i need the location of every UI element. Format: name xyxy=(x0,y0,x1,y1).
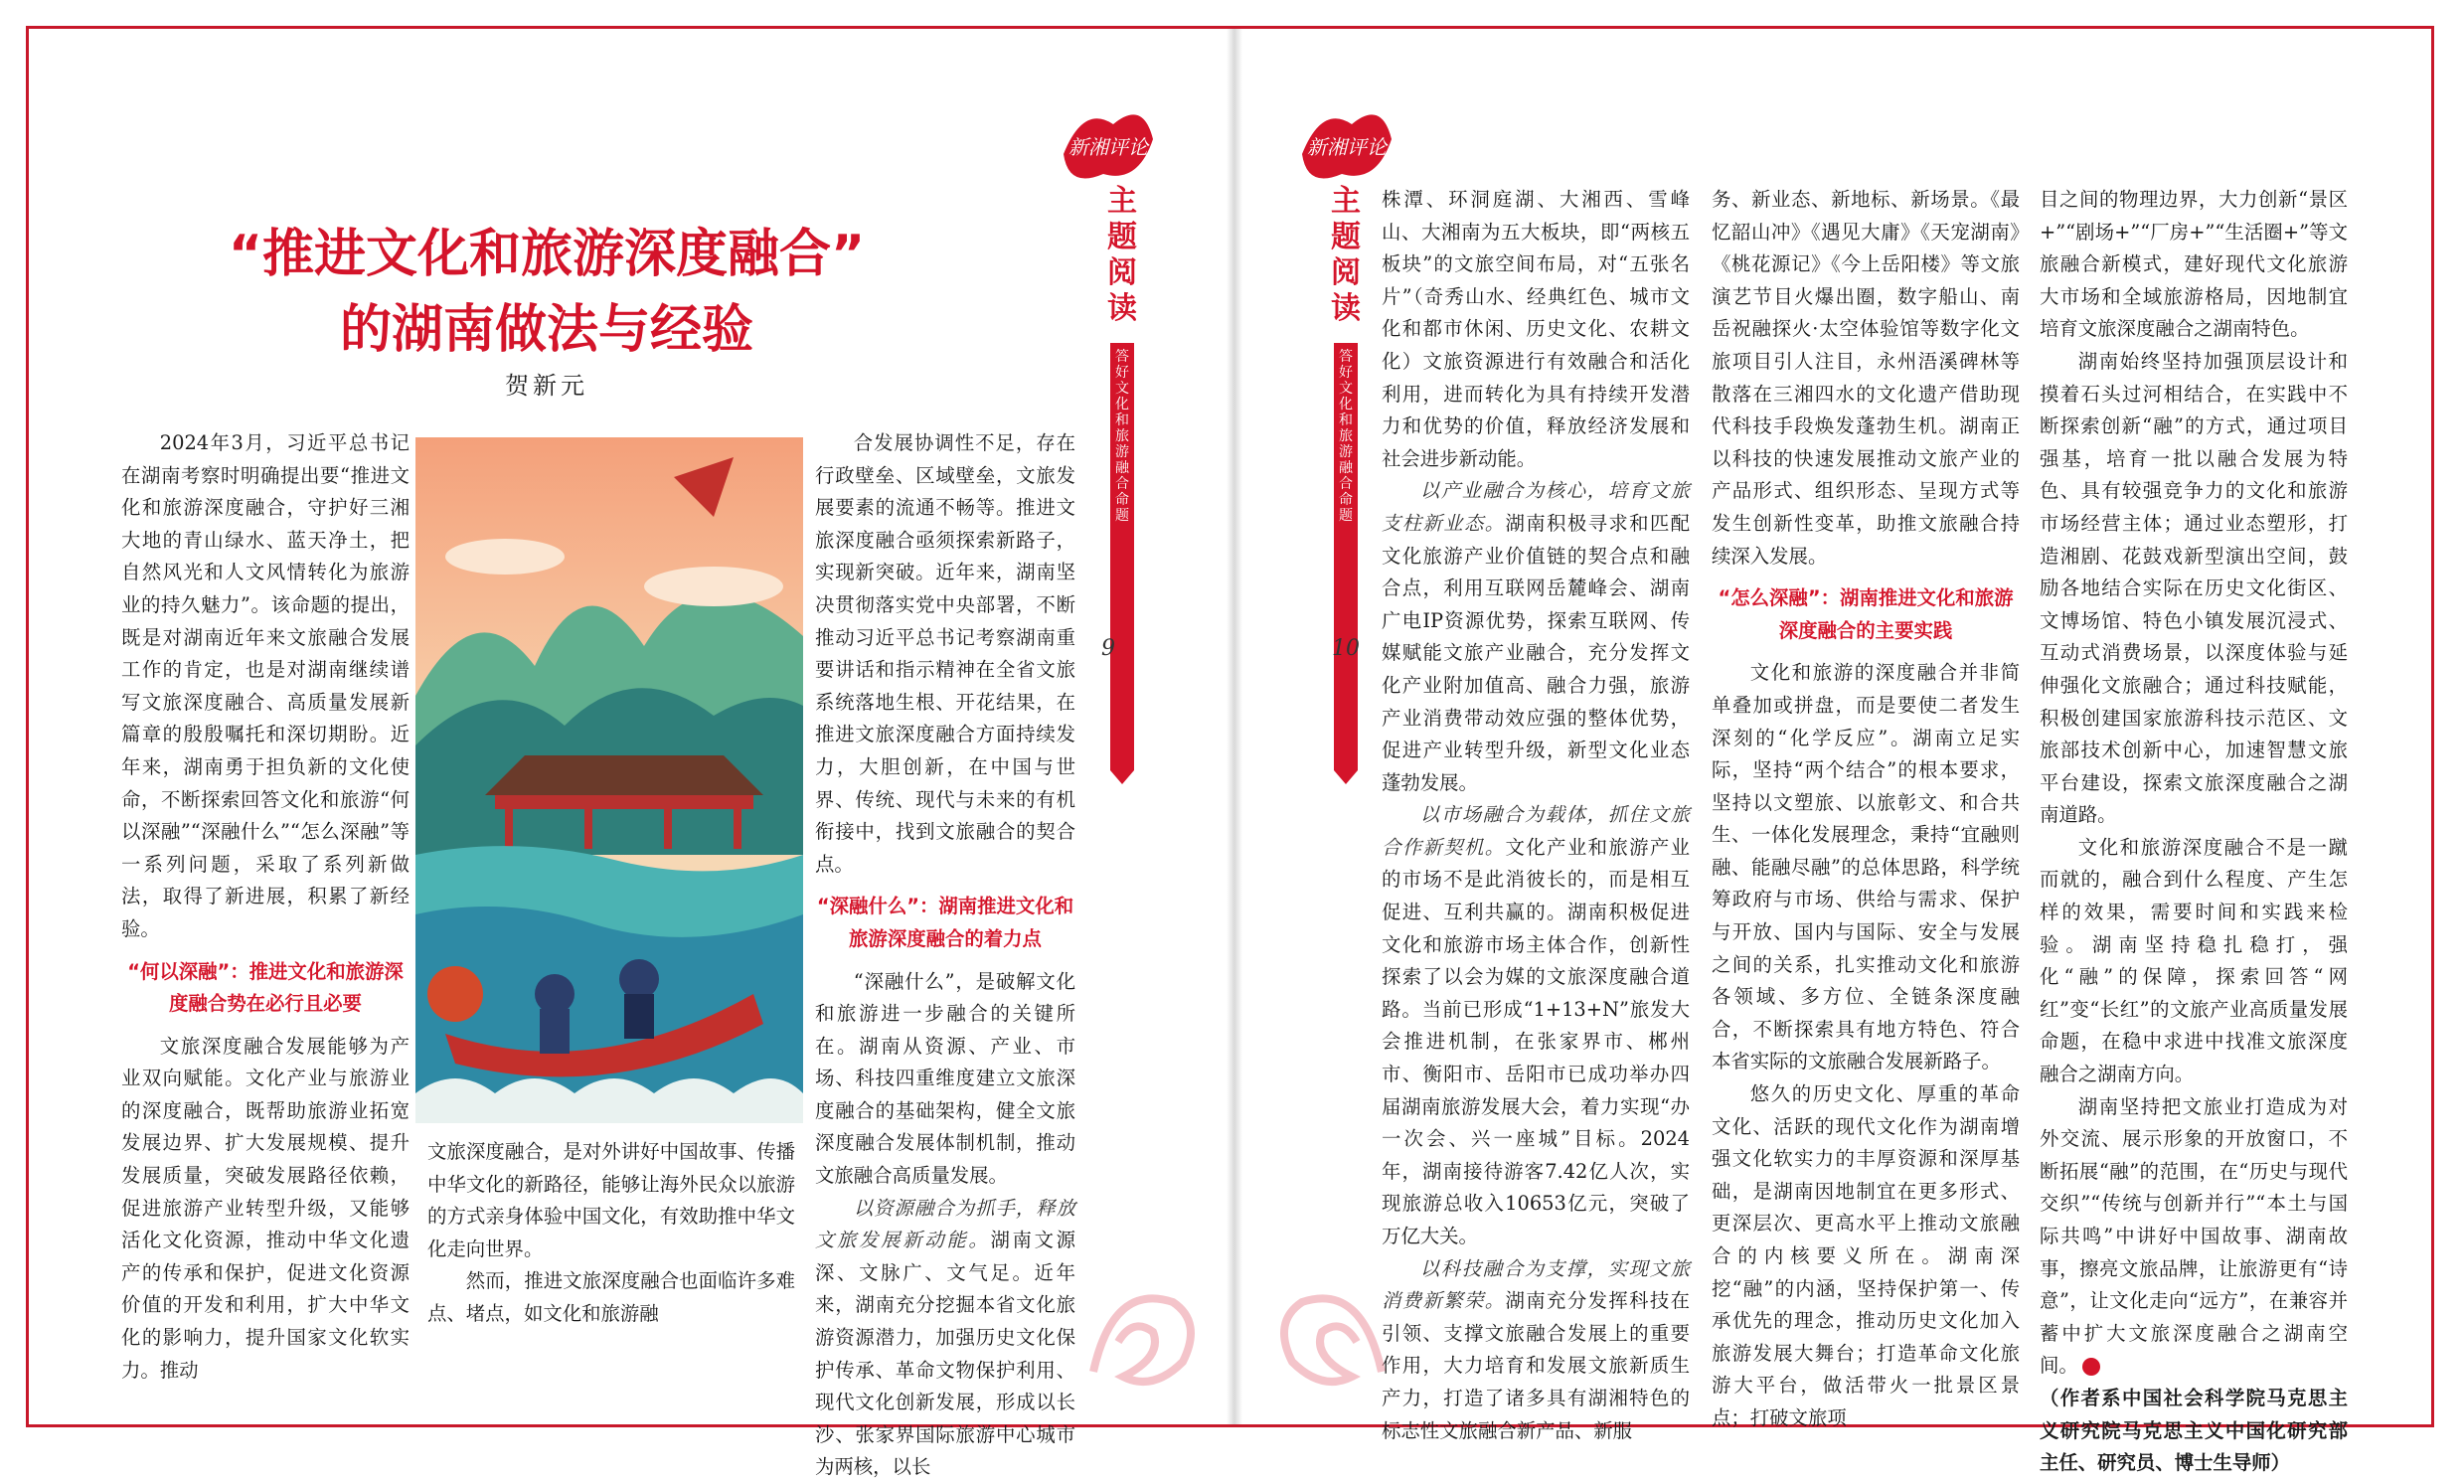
brush-logo-icon-right xyxy=(1292,94,1401,194)
c2-para-2: “深融什么”，是破解文化和旅游进一步融合的关键所在。湖南从资源、产业、市场、科技四重维度建立文旅深度融合的基础架构，健全文旅深度融合发展体制机制，推动文旅融合高质量发展。 xyxy=(815,969,1075,1188)
c6-para-4 xyxy=(2040,1091,2348,1383)
c2-para-3-lead: 以资源融合为抓手，释放文旅发展新动能。 xyxy=(815,1196,1075,1252)
c2-para-3 xyxy=(815,1193,1075,1484)
c4-para-2-text: 湖南积极寻求和匹配文化旅游产业价值链的契合点和融合点，利用互联网岳麓峰会、湖南广电IP资源优势，探索互联网、传媒赋能文旅产业融合，充分发挥文化产业附加值高、融合力强，旅游产业消费带动效应强的整体优势，促进产业转型升级，新型文化业态蓬勃发展。 xyxy=(1382,511,1690,794)
section-tag-left xyxy=(1098,184,1146,780)
column-5 xyxy=(1712,184,2020,1429)
c4-para-1: 株潭、环洞庭湖、大湘西、雪峰山、大湘南为五大板块，即“两核五板块”的文旅空间布局，对“五张名片”（奇秀山水、经典红色、城市文化和都市休闲、历史文化、农耕文化）文旅资源进行有效融合和活化利用，进而转化为具有持续开发潜力和优势的价值，释放经济发展和社会进步新动能。 xyxy=(1382,188,1690,470)
c4-para-2-lead: 以产业融合为核心，培育文旅支柱新业态。 xyxy=(1382,479,1690,535)
c5-heading-1: “怎么深融”：湖南推进文化和旅游深度融合的主要实践 xyxy=(1718,586,2014,642)
c4-para-4-text: 湖南充分发挥科技在引领、支撑文旅融合发展上的重要作用，大力培育和发展文旅新质生产力，打造了诸多具有湖湘特色的标志性文旅融合新产品、新服 xyxy=(1382,1289,1690,1442)
title-line-1: “推进文化和旅游深度融合” xyxy=(228,225,866,284)
c5-para-1: 务、新业态、新地标、新场景。《最忆韶山冲》《遇见大庸》《天宠湖南》《桃花源记》《今上岳阳楼》等文旅演艺节目火爆出圈，数字船山、南岳祝融探火·太空体验馆等数字化文旅项目引人注目，永州浯溪碑林等散落在三湘四水的文化遗产借助现代科技手段焕发蓬勃生机。湖南正以科技的快速发展推动文旅产业的产品形式、组织形态、呈现方式等发生创新性变革，助推文旅融合持续深入发展。 xyxy=(1712,188,2020,568)
column-3 xyxy=(427,1136,795,1375)
section-tag-ribbon-right: 答好文化和旅游融合命题 xyxy=(1334,343,1358,770)
author-name: 贺新元 xyxy=(505,372,588,400)
c4-para-3-lead: 以市场融合为载体，抓住文旅合作新契机。 xyxy=(1382,803,1690,859)
c5-para-3: 悠久的历史文化、厚重的革命文化、活跃的现代文化作为湖南增强文化软实力的丰厚资源和深厚基础，是湖南因地制宜在更多形式、更深层次、更高水平上推动文旅融合的内核要义所在。湖南深挖“融”的内涵，坚持保护第一、传承优先的理念，推动历史文化加入旅游发展大舞台；打造革命文化旅游大平台，做活带火一批景区景点；打破文旅项 xyxy=(1712,1082,2020,1429)
c6-para-1: 目之间的物理边界，大力创新“景区+”“剧场+”“厂房+”“生活圈+”等文旅融合新模式，建好现代文化旅游大市场和全域旅游格局，因地制宜培育文旅深度融合之湖南特色。 xyxy=(2040,188,2348,341)
brush-logo-text-right: 新湘评论 xyxy=(1307,135,1387,159)
section-tag-ribbon-left: 答好文化和旅游融合命题 xyxy=(1110,343,1134,770)
c4-para-4 xyxy=(1382,1253,1690,1448)
section-tag-main-right: 主题阅读 xyxy=(1331,184,1361,326)
page-number-left: 9 xyxy=(1101,636,1115,661)
c3-para-1: 文旅深度融合，是对外讲好中国故事、传播中华文化的新路径，能够让海外民众以旅游的方式亲身体验中国文化，有效助推中华文化走向世界。 xyxy=(427,1140,795,1260)
column-6 xyxy=(2040,184,2348,1475)
column-1 xyxy=(121,427,410,1382)
c4-para-3 xyxy=(1382,799,1690,1252)
c5-para-2: 文化和旅游的深度融合并非简单叠加或拼盘，而是要使二者发生深刻的“化学反应”。湖南立足实际，坚持“两个结合”的根本要求，坚持以文塑旅、以旅彰文、和合共生、一体化发展理念，秉持“宜融则融、能融尽融”的总体思路，科学统筹政府与市场、供给与需求、保护与开放、国内与国际、安全与发展之间的关系，扎实推动文化和旅游各领域、多方位、全链条深度融合，不断探索具有地方特色、符合本省实际的文旅融合发展新路子。 xyxy=(1712,661,2020,1073)
section-tag-right xyxy=(1322,184,1370,780)
brush-logo-text-left: 新湘评论 xyxy=(1068,135,1148,159)
c2-para-3-text: 湖南文源深、文脉广、文气足。近年来，湖南充分挖掘本省文化旅游资源潜力，加强历史文化保护传承、革命文物保护利用、现代文化创新发展，形成以长沙、张家界国际旅游中心城市为两核，以长 xyxy=(815,1229,1076,1479)
c6-para-3: 文化和旅游深度融合不是一蹴而就的，融合到什么程度、产生怎样的效果，需要时间和实践来检验。湖南坚持稳扎稳打，强化“融”的保障，探索回答“网红”变“长红”的文旅产业高质量发展命题，在稳中求进中找准文旅深度融合之湖南方向。 xyxy=(2040,835,2348,1086)
c6-para-4-text: 湖南坚持把文旅业打造成为对外交流、展示形象的开放窗口，不断拓展“融”的范围，在“历史与现代交织”“传统与创新并行”“本土与国际共鸣”中讲好中国故事、湖南故事，擦亮文旅品牌，让旅游更有“诗意”，让文化走向“远方”，在兼容并蓄中扩大文旅深度融合之湖南空间。 xyxy=(2040,1094,2348,1378)
phoenix-watermark-icon-left xyxy=(1073,1262,1213,1402)
c2-heading-1: “深融什么”：湖南推进文化和旅游深度融合的着力点 xyxy=(816,895,1074,950)
author-bio: （作者系中国社会科学院马克思主义研究院马克思主义中国化研究部主任、研究员、博士生导师） xyxy=(2040,1386,2348,1475)
c6-para-2: 湖南始终坚持加强顶层设计和摸着石头过河相结合，在实践中不断探索创新“融”的方式，通过项目强基，培育一批以融合发展为特色、具有较强竞争力的文化和旅游市场经营主体；通过业态塑形，打造湘剧、花鼓戏新型演出空间，鼓励各地结合实际在历史文化街区、文博场馆、特色小镇发展沉浸式、互动式消费场景，以深度体验与延伸强化文旅融合；通过科技赋能，积极创建国家旅游科技示范区、文旅部技术创新中心，加速智慧文旅平台建设，探索文旅深度融合之湖南道路。 xyxy=(2040,349,2348,827)
section-tag-main-left: 主题阅读 xyxy=(1107,184,1137,326)
c1-heading-1: “何以深融”：推进文化和旅游深度融合势在必行且必要 xyxy=(127,959,404,1016)
spread-gutter xyxy=(1227,29,1242,1424)
c3-para-2: 然而，推进文旅深度融合也面临许多难点、堵点，如文化和旅游融 xyxy=(427,1269,795,1325)
c4-para-3-text: 文化产业和旅游产业的市场不是此消彼长的，而是相互促进、互利共赢的。湖南积极促进文化和旅游市场主体合作，创新性探索了以会为媒的文旅深度融合道路。当前已形成“1+13+N”旅发大会推进机制，在张家界市、郴州市、衡阳市、岳阳市已成功举办四届湖南旅游发展大会，着力实现“办一次会、兴一座城”目标。2024年，湖南接待游客7.42亿人次，实现旅游总收入10653亿元，突破了万亿大关。 xyxy=(1382,835,1690,1247)
column-2 xyxy=(815,427,1076,1479)
c4-para-4-lead: 以科技融合为支撑，实现文旅消费新繁荣。 xyxy=(1382,1256,1690,1313)
illustration-dragon-boat xyxy=(415,437,803,1123)
c1-para-1: 2024年3月，习近平总书记在湖南考察时明确提出要“推进文化和旅游深度融合，守护好三湘大地的青山绿水、蓝天净土，把自然风光和人文风情转化为旅游业的持久魅力”。该命题的提出，既是对湖南近年来文旅融合发展工作的肯定，也是对湖南继续谱写文旅深度融合、高质量发展新篇章的殷殷嘱托和深切期盼。近年来，湖南勇于担负新的文化使命，不断探索回答文化和旅游“何以深融”“深融什么”“怎么深融”等一系列问题，采取了系列新做法，取得了新进展，积累了新经验。 xyxy=(121,431,410,940)
brush-logo-icon-left xyxy=(1054,94,1163,194)
c2-para-1: 合发展协调性不足，存在行政壁垒、区域壁垒，文旅发展要素的流通不畅等。推进文旅深度融合亟须探索新路子，实现新突破。近年来，湖南坚决贯彻落实党中央部署，不断推动习近平总书记考察湖南重要讲话和指示精神在全省文旅系统落地生根、开花结果，在推进文旅深度融合方面持续发力，大胆创新，在中国与世界、传统、现代与未来的有机衔接中，找到文旅融合的契合点。 xyxy=(815,431,1075,876)
phoenix-watermark-icon-right xyxy=(1262,1262,1401,1402)
article-title xyxy=(159,217,934,368)
illustration-svg xyxy=(415,437,803,1123)
title-line-2: 的湖南做法与经验 xyxy=(339,300,753,360)
end-mark-icon xyxy=(2082,1358,2100,1376)
page-number-right: 10 xyxy=(1332,636,1360,661)
c1-para-2: 文旅深度融合发展能够为产业双向赋能。文化产业与旅游业的深度融合，既帮助旅游业拓宽发展边界、扩大发展规模、提升发展质量，突破发展路径依赖，促进旅游产业转型升级，又能够活化文化资源，推动中华文化遗产的传承和保护，促进文化资源价值的开发和利用，扩大中华文化的影响力，提升国家文化软实力。推动 xyxy=(121,1034,410,1382)
c4-para-2 xyxy=(1382,475,1690,799)
column-4 xyxy=(1382,184,1690,1442)
